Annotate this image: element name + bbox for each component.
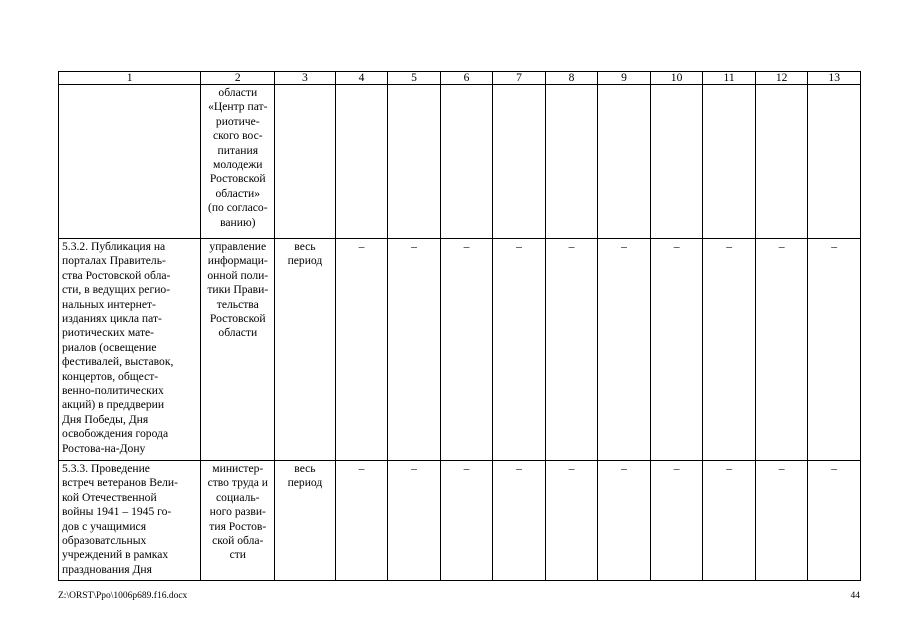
document-path: Z:\ORST\Ppo\1006p689.f16.docx bbox=[58, 591, 188, 601]
table-row bbox=[59, 239, 861, 461]
value-cell bbox=[703, 85, 756, 239]
value-cell: – bbox=[650, 239, 703, 461]
table-row bbox=[59, 461, 861, 581]
value-cell: – bbox=[650, 461, 703, 581]
value-cell bbox=[335, 85, 388, 239]
value-cell: – bbox=[808, 461, 861, 581]
activity-cell: 5.3.3. Проведение встреч ветеранов Вели- кой Отечественной войны 1941 – 1945 го- дов с учащимися образоватсльных учреждений в рамках празднования Дня bbox=[59, 461, 201, 581]
value-cell: – bbox=[335, 239, 388, 461]
column-number: 8 bbox=[545, 72, 598, 85]
value-cell bbox=[493, 85, 546, 239]
value-cell: – bbox=[493, 239, 546, 461]
column-number: 3 bbox=[275, 72, 336, 85]
value-cell: – bbox=[440, 461, 493, 581]
column-number: 13 bbox=[808, 72, 861, 85]
value-cell: – bbox=[545, 239, 598, 461]
value-cell bbox=[598, 85, 651, 239]
period-cell: весь период bbox=[275, 461, 336, 581]
value-cell bbox=[545, 85, 598, 239]
page-number: 44 bbox=[850, 591, 860, 601]
value-cell bbox=[650, 85, 703, 239]
activity-cell: 5.3.2. Публикация на порталах Правитель- ства Ростовской обла- сти, в ведущих регио- нальных интернет- изданиях цикла пат- риотических мате- риалов (освещение фестивалей, выставок, концертов, общест- венно-политических акций) в преддверии Дня Победы, Дня освобождения города Ростова-на-Дону bbox=[59, 239, 201, 461]
column-number: 6 bbox=[440, 72, 493, 85]
period-cell: весь период bbox=[275, 239, 336, 461]
value-cell: – bbox=[545, 461, 598, 581]
value-cell bbox=[755, 85, 808, 239]
column-number: 7 bbox=[493, 72, 546, 85]
value-cell: – bbox=[598, 239, 651, 461]
value-cell: – bbox=[598, 461, 651, 581]
value-cell: – bbox=[808, 239, 861, 461]
responsible-cell: области «Центр пат- риотиче- ского вос- питания молодежи Ростовской области» (по согласо- ванию) bbox=[201, 85, 275, 239]
value-cell bbox=[388, 85, 441, 239]
responsible-cell: министер- ство труда и социаль- ного разви- тия Ростов- ской обла- сти bbox=[201, 461, 275, 581]
value-cell bbox=[808, 85, 861, 239]
value-cell: – bbox=[703, 239, 756, 461]
column-number: 11 bbox=[703, 72, 756, 85]
responsible-cell: управление информаци- онной поли- тики Прави- тельства Ростовской области bbox=[201, 239, 275, 461]
table-header-row bbox=[59, 72, 861, 85]
column-number: 4 bbox=[335, 72, 388, 85]
period-cell bbox=[275, 85, 336, 239]
activity-cell bbox=[59, 85, 201, 239]
value-cell: – bbox=[493, 461, 546, 581]
value-cell: – bbox=[388, 461, 441, 581]
value-cell: – bbox=[388, 239, 441, 461]
column-number: 9 bbox=[598, 72, 651, 85]
value-cell bbox=[440, 85, 493, 239]
value-cell: – bbox=[755, 461, 808, 581]
plan-table bbox=[58, 71, 861, 581]
column-number: 2 bbox=[201, 72, 275, 85]
column-number: 10 bbox=[650, 72, 703, 85]
value-cell: – bbox=[440, 239, 493, 461]
column-number: 5 bbox=[388, 72, 441, 85]
value-cell: – bbox=[703, 461, 756, 581]
column-number: 12 bbox=[755, 72, 808, 85]
table-row bbox=[59, 85, 861, 239]
column-number: 1 bbox=[59, 72, 201, 85]
value-cell: – bbox=[755, 239, 808, 461]
value-cell: – bbox=[335, 461, 388, 581]
